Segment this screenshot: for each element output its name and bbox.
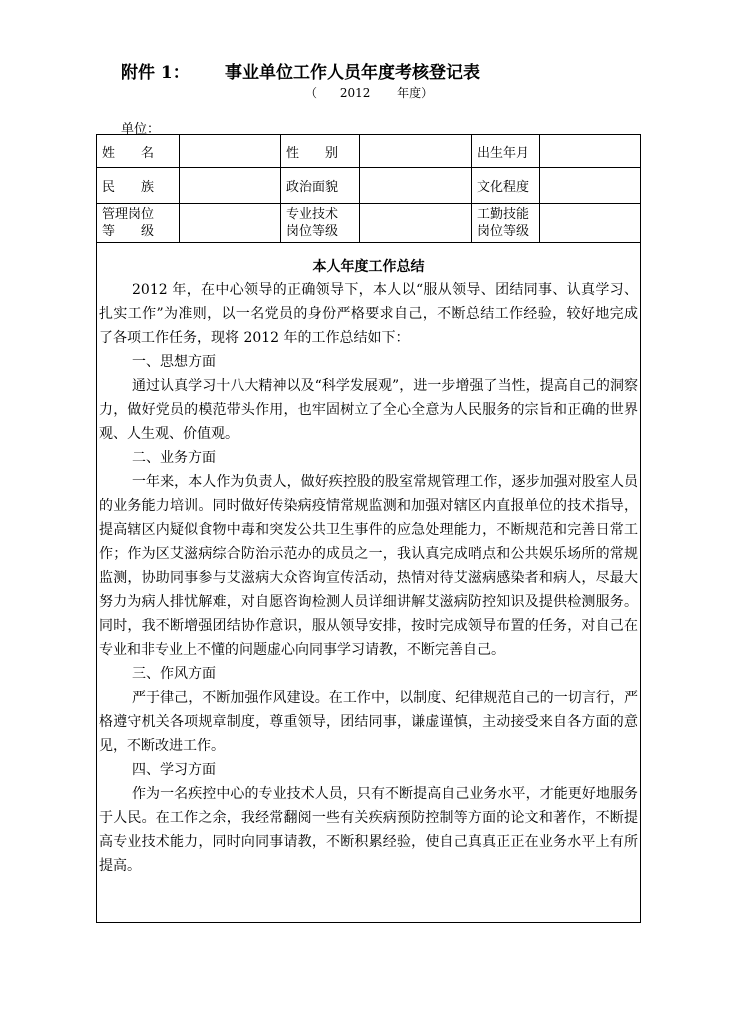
- management-grade-label: [97, 204, 180, 242]
- gender-value: [360, 135, 472, 167]
- attachment-label: 附件 1：: [121, 63, 190, 83]
- section-4-title: 四、学习方面: [132, 762, 216, 778]
- registration-form: [96, 134, 641, 923]
- summary-intro: 2012 年，在中心领导的正确领导下，本人以“服从领导、团结同事、认真学习、扎实工作”为准则，以一名党员的身份严格要求自己，不断总结工作经验，较好地完成了各项工作任务，现将 2012 年的工作总结如下：: [99, 282, 638, 346]
- worker-grade-label: [472, 204, 540, 242]
- management-grade-value: [180, 204, 281, 242]
- political-value: [360, 168, 472, 203]
- form-row-3: [97, 204, 640, 243]
- name-value: [180, 135, 281, 167]
- year-open: （: [305, 86, 318, 100]
- summary-title: 本人年度工作总结: [312, 259, 425, 275]
- technical-grade-line-1: 专业技术: [286, 207, 339, 222]
- ethnicity-value: [180, 168, 281, 203]
- worker-grade-line-2: 岗位等级: [477, 224, 530, 239]
- technical-grade-line-2: 岗位等级: [286, 224, 339, 239]
- form-row-2: [97, 168, 640, 204]
- gender-label: 性 别: [281, 135, 360, 167]
- worker-grade-line-1: 工勤技能: [477, 207, 530, 222]
- annual-summary: [97, 243, 640, 878]
- education-value: [540, 168, 640, 203]
- section-4-text: 作为一名疾控中心的专业技术人员，只有不断提高自己业务水平，才能更好地服务于人民。在工作之余，我经常翻阅一些有关疾病预防控制等方面的论文和著作，不断提高专业技术能力，同时向同事请教，不断积累经验，使自己真真正正在业务水平上有所提高。: [99, 786, 638, 874]
- section-1-text: 通过认真学习十八大精神以及“科学发展观”，进一步增强了当性，提高自己的洞察力，做好党员的模范带头作用，也牢固树立了全心全意为人民服务的宗旨和正确的世界观、人生观、价值观。: [99, 378, 638, 442]
- technical-grade-label: [281, 204, 360, 242]
- section-2-title: 二、业务方面: [132, 450, 216, 466]
- year-close: 年度）: [397, 86, 434, 100]
- political-label: 政治面貌: [281, 168, 360, 203]
- management-grade-line-2: 等 级: [102, 224, 155, 239]
- birth-label: 出生年月: [472, 135, 540, 167]
- section-3-title: 三、作风方面: [132, 666, 216, 682]
- education-label: 文化程度: [472, 168, 540, 203]
- form-row-1: [97, 135, 640, 168]
- birth-value: [540, 135, 640, 167]
- form-title: 事业单位工作人员年度考核登记表: [225, 63, 480, 83]
- year-line: [305, 84, 433, 101]
- section-2-text: 一年来，本人作为负责人，做好疾控股的股室常规管理工作，逐步加强对股室人员的业务能力培训。同时做好传染病疫情常规监测和加强对辖区内直报单位的技术指导，提高辖区内疑似食物中毒和突发公共卫生事件的应急处理能力，不断规范和完善日常工作；作为区艾滋病综合防治示范办的成员之一，我认真完成哨点和公共娱乐场所的常规监测，协助同事参与艾滋病大众咨询宣传活动，热情对待艾滋病感染者和病人，尽最大努力为病人排忧解难，对自愿咨询检测人员详细讲解艾滋病防控知识及提供检测服务。同时，我不断增强团结协作意识，服从领导安排，按时完成领导布置的任务，对自己在专业和非专业上不懂的问题虚心向同事学习请教，不断完善自己。: [99, 474, 638, 658]
- unit-label: 单位：: [121, 122, 161, 137]
- year-value: 2012: [339, 86, 371, 100]
- management-grade-line-1: 管理岗位: [102, 207, 155, 222]
- ethnicity-label: 民 族: [97, 168, 180, 203]
- form-header: [121, 58, 480, 83]
- worker-grade-value: [540, 204, 640, 242]
- section-1-title: 一、思想方面: [132, 354, 216, 370]
- name-label: 姓 名: [97, 135, 180, 167]
- section-3-text: 严于律己，不断加强作风建设。在工作中，以制度、纪律规范自己的一切言行，严格遵守机关各项规章制度，尊重领导，团结同事，谦虚谨慎，主动接受来自各方面的意见，不断改进工作。: [99, 690, 638, 754]
- technical-grade-value: [360, 204, 472, 242]
